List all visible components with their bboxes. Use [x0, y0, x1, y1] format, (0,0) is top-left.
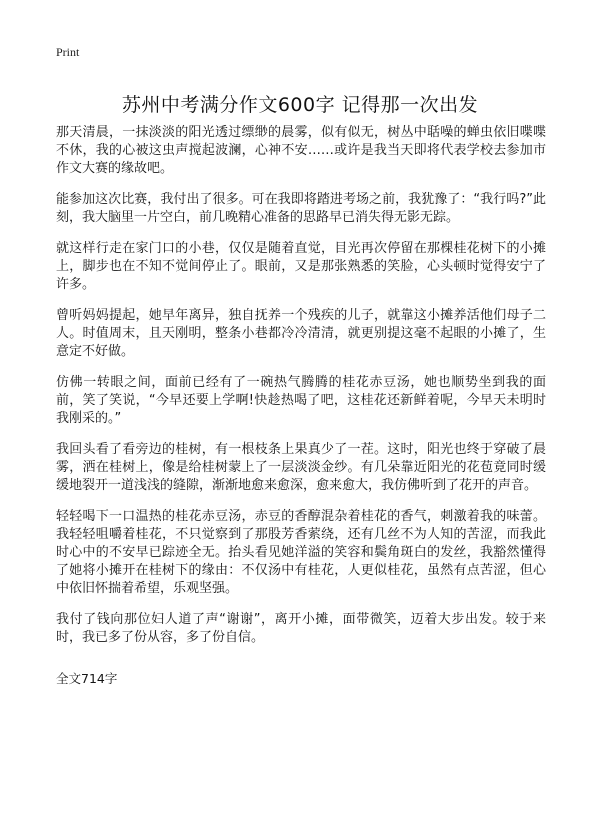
article-paragraph-7: 轻轻喝下一口温热的桂花赤豆汤，赤豆的香醇混杂着桂花的香气，刺激着我的味蕾。我轻轻咀嚼着桂花，不只觉察到了那股芳香萦绕，还有几丝不为人知的苦涩，而我此时心中的不安早已踪迹全无。抬头看见她洋溢的笑容和鬓角斑白的发丝，我豁然懂得了她将小摊开在桂树下的缘由：不仅汤中有桂花，人更似桂花，虽然有点苦涩，但心中依旧怀揣着希望，乐观坚强。 [56, 509, 546, 596]
word-count: 全文714字 [56, 671, 118, 686]
article-paragraph-1: 那天清晨，一抹淡淡的阳光透过缥缈的晨雾，似有似无，树丛中聒噪的蝉虫依旧喋喋不休，我的心被这虫声搅起波澜，心神不安……或许是我当天即将代表学校去参加市作文大赛的缘故吧。 [56, 125, 546, 176]
article-body [56, 124, 546, 660]
article-title: 苏州中考满分作文600字 记得那一次出发 [121, 93, 479, 116]
article-paragraph-5: 仿佛一转眼之间，面前已经有了一碗热气腾腾的桂花赤豆汤，她也顺势坐到我的面前，笑了笑说，“今早还要上学啊!快趁热喝了吧，这桂花还新鲜着呢，今早天未明时我刚采的。” [56, 375, 546, 426]
article-paragraph-4: 曾听妈妈提起，她早年离异，独自抚养一个残疾的儿子，就靠这小摊养活他们母子二人。时值周末，且天刚明，整条小巷都冷冷清清，就更别提这毫不起眼的小摊了，生意定不好做。 [56, 308, 546, 359]
print-link[interactable]: Print [56, 45, 80, 59]
article-paragraph-2: 能参加这次比赛，我付出了很多。可在我即将踏进考场之前，我犹豫了：“我行吗?”此刻，我大脑里一片空白，前几晚精心准备的思路早已消失得无影无踪。 [56, 192, 546, 225]
article-paragraph-8: 我付了钱向那位妇人道了声“谢谢”，离开小摊，面带微笑，迈着大步出发。较于来时，我已多了份从容，多了份自信。 [56, 612, 546, 645]
article-paragraph-3: 就这样行走在家门口的小巷，仅仅是随着直觉，目光再次停留在那棵桂花树下的小摊上，脚步也在不知不觉间停止了。眼前，又是那张熟悉的笑脸，心头顿时觉得安宁了许多。 [56, 241, 546, 292]
article-paragraph-6: 我回头看了看旁边的桂树，有一根枝条上果真少了一茬。这时，阳光也终于穿破了晨雾，洒在桂树上，像是给桂树蒙上了一层淡淡金纱。有几朵靠近阳光的花苞竟同时缓缓地裂开一道浅浅的缝隙，渐渐地愈来愈深，愈来愈大，我仿佛听到了花开的声音。 [56, 442, 546, 493]
